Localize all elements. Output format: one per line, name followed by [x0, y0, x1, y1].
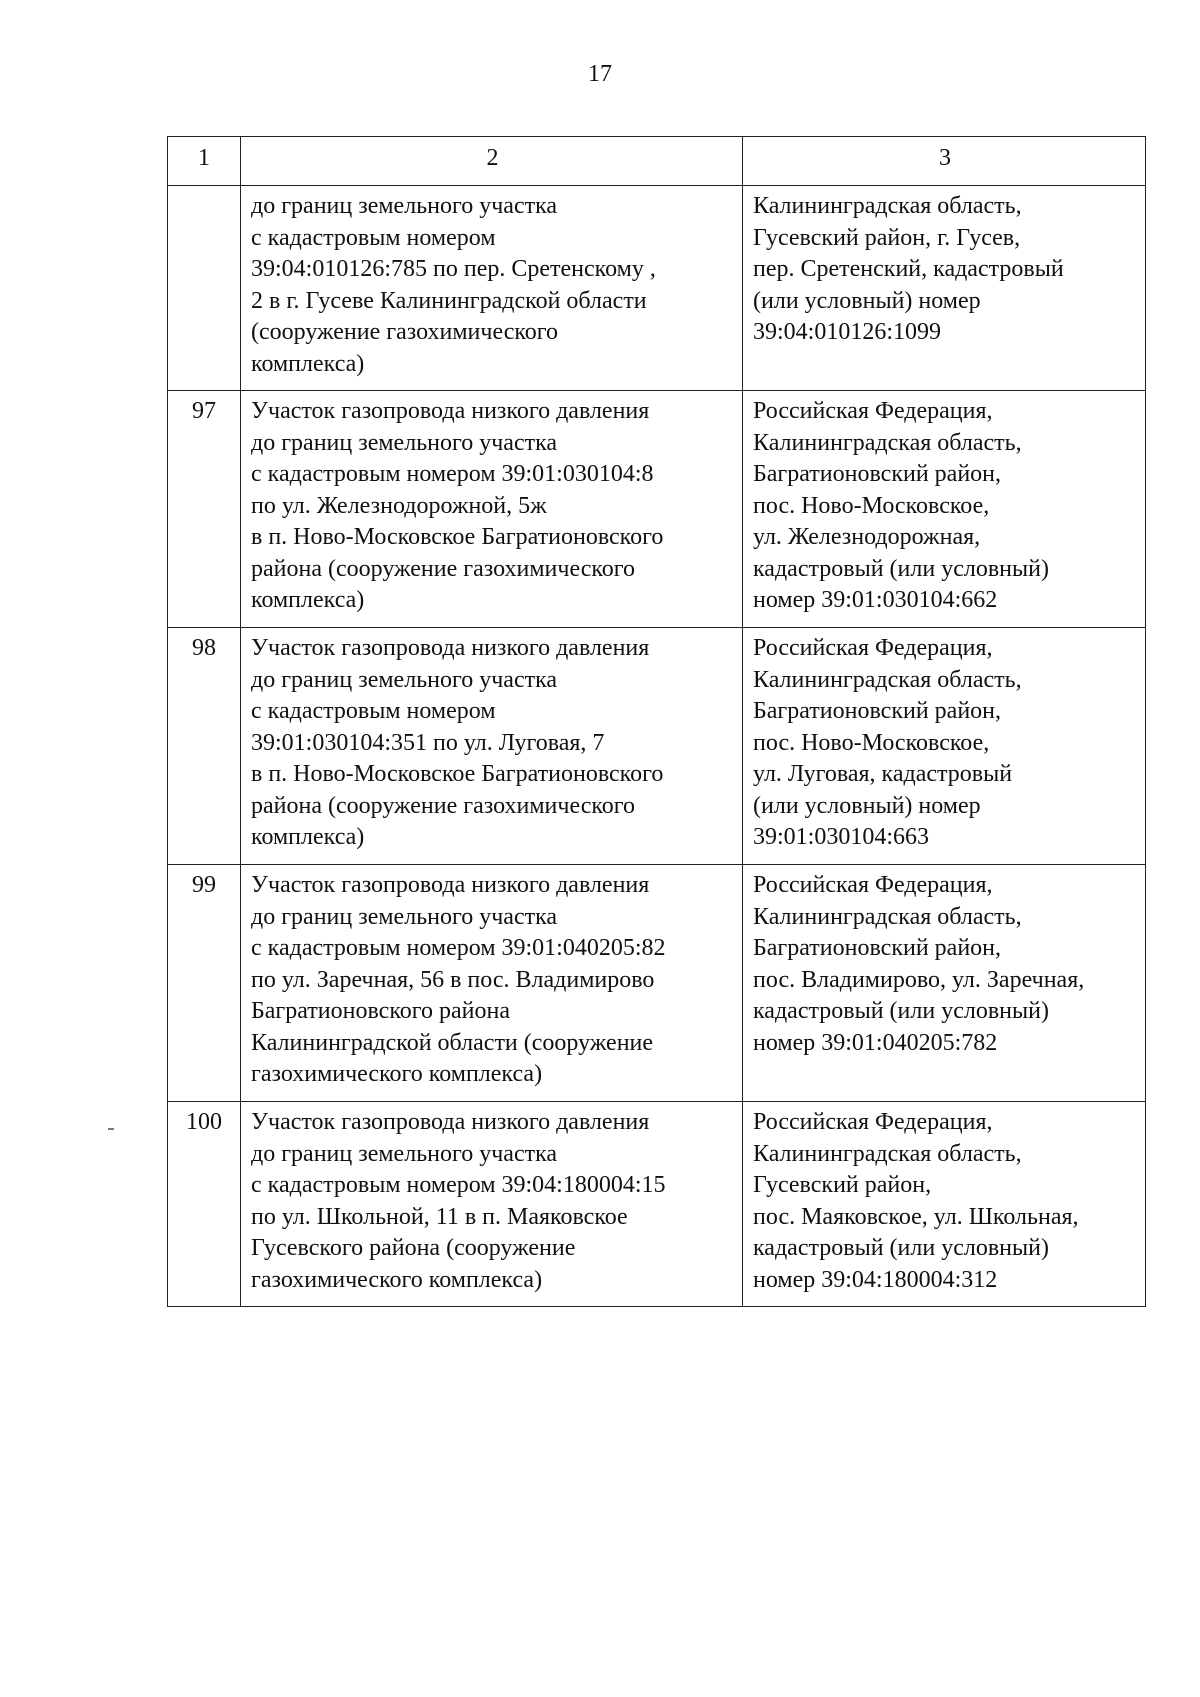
description-line: газохимического комплекса) [251, 1061, 543, 1087]
location-line: Гусевский район, г. Гусев, [753, 224, 1021, 251]
location-line: 39:04:010126:1099 [753, 319, 942, 345]
location-line: Российская Федерация, [753, 872, 993, 898]
description-line: по ул. Школьной, 11 в п. Маяковское [251, 1203, 628, 1230]
object-location [743, 391, 1146, 628]
location-line: ул. Железнодорожная, [753, 524, 981, 550]
location-line: пос. Ново-Московское, [753, 492, 990, 519]
description-line: (сооружение газохимического [251, 319, 559, 345]
location-line: пос. Владимирово, ул. Заречная, [753, 966, 1085, 993]
description-line: до границ земельного участка [251, 193, 558, 219]
description-line: до границ земельного участка [251, 666, 558, 693]
description-line: 39:01:030104:351 по ул. Луговая, 7 [251, 729, 605, 756]
location-line: пер. Сретенский, кадастровый [753, 256, 1064, 282]
description-line: Гусевского района (сооружение [251, 1235, 576, 1261]
row-number: 100 [168, 1102, 241, 1307]
location-line: ул. Луговая, кадастровый [753, 761, 1013, 787]
location-line: Калининградская область, [753, 666, 1022, 693]
table-row [168, 865, 1146, 1102]
description-line: комплекса) [251, 587, 365, 613]
column-header-3: 3 [743, 137, 1146, 186]
description-line: комплекса) [251, 350, 365, 377]
location-line: (или условный) номер [753, 792, 981, 819]
description-line: Багратионовского района [251, 998, 511, 1024]
location-line: (или условный) номер [753, 287, 981, 314]
description-line: с кадастровым номером [251, 224, 496, 251]
description-line: с кадастровым номером [251, 698, 496, 724]
location-line: пос. Маяковское, ул. Школьная, [753, 1203, 1079, 1230]
location-line: номер 39:01:030104:662 [753, 587, 998, 613]
object-description [241, 865, 743, 1102]
description-line: Участок газопровода низкого давления [251, 635, 650, 661]
scan-artifact-mark [108, 1128, 114, 1130]
location-line: кадастровый (или условный) [753, 998, 1049, 1024]
description-line: Участок газопровода низкого давления [251, 872, 650, 898]
column-header-1: 1 [168, 137, 241, 186]
location-line: Калининградская область, [753, 903, 1022, 930]
object-description [241, 391, 743, 628]
location-line: Калининградская область, [753, 429, 1022, 456]
page-number: 17 [588, 61, 612, 87]
row-number [168, 186, 241, 391]
object-description [241, 186, 743, 391]
row-number: 97 [168, 391, 241, 628]
description-line: Участок газопровода низкого давления [251, 398, 650, 424]
description-line: Калининградской области (сооружение [251, 1029, 654, 1056]
row-number: 99 [168, 865, 241, 1102]
description-line: по ул. Заречная, 56 в пос. Владимирово [251, 966, 655, 993]
table-row [168, 1102, 1146, 1307]
location-line: номер 39:01:040205:782 [753, 1029, 998, 1056]
description-line: в п. Ново-Московское Багратионовского [251, 761, 664, 787]
description-line: района (сооружение газохимического [251, 555, 636, 582]
description-line: 39:04:010126:785 по пер. Сретенскому , [251, 256, 656, 282]
description-line: 2 в г. Гусеве Калининградской области [251, 287, 647, 314]
description-line: до границ земельного участка [251, 429, 558, 456]
column-header-2: 2 [241, 137, 743, 186]
location-line: Калининградская область, [753, 1140, 1022, 1167]
object-location [743, 628, 1146, 865]
description-line: в п. Ново-Московское Багратионовского [251, 524, 664, 550]
description-line: с кадастровым номером 39:01:040205:82 [251, 935, 666, 961]
location-line: номер 39:04:180004:312 [753, 1266, 998, 1293]
object-description [241, 1102, 743, 1307]
description-line: с кадастровым номером 39:01:030104:8 [251, 461, 654, 487]
description-line: до границ земельного участка [251, 903, 558, 930]
description-line: по ул. Железнодорожной, 5ж [251, 492, 547, 519]
description-line: газохимического комплекса) [251, 1266, 543, 1293]
object-location [743, 1102, 1146, 1307]
location-line: пос. Ново-Московское, [753, 729, 990, 756]
object-description [241, 628, 743, 865]
table-row [168, 628, 1146, 865]
registry-table [167, 136, 1146, 1307]
description-line: с кадастровым номером 39:04:180004:15 [251, 1172, 666, 1198]
location-line: кадастровый (или условный) [753, 1235, 1049, 1261]
location-line: Российская Федерация, [753, 1109, 993, 1135]
description-line: Участок газопровода низкого давления [251, 1109, 650, 1135]
description-line: района (сооружение газохимического [251, 792, 636, 819]
table-row [168, 186, 1146, 391]
location-line: Гусевский район, [753, 1172, 932, 1198]
location-line: Багратионовский район, [753, 935, 1002, 961]
location-line: Российская Федерация, [753, 635, 993, 661]
location-line: кадастровый (или условный) [753, 555, 1049, 582]
description-line: комплекса) [251, 824, 365, 850]
description-line: до границ земельного участка [251, 1140, 558, 1167]
table-header-row [168, 137, 1146, 186]
object-location [743, 865, 1146, 1102]
object-location [743, 186, 1146, 391]
location-line: Российская Федерация, [753, 398, 993, 424]
table-row [168, 391, 1146, 628]
location-line: Багратионовский район, [753, 461, 1002, 487]
row-number: 98 [168, 628, 241, 865]
location-line: 39:01:030104:663 [753, 824, 930, 850]
location-line: Калининградская область, [753, 193, 1022, 219]
location-line: Багратионовский район, [753, 698, 1002, 724]
